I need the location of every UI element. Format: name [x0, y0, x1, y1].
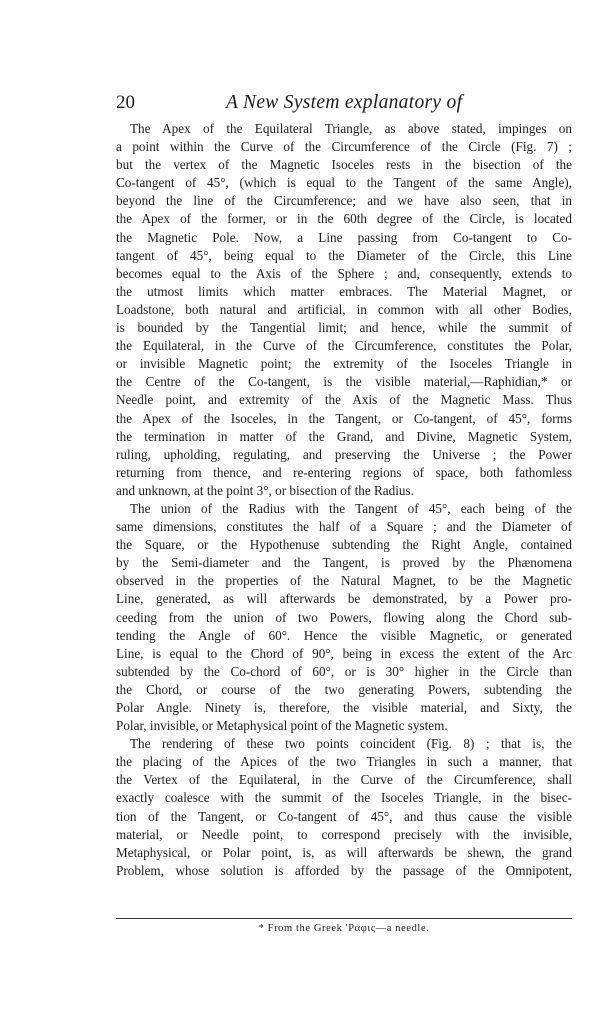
text-line: but the vertex of the Magnetic Isoceles rests in the bisection of the	[116, 157, 572, 173]
text-line: tending the Angle of 60°. Hence the visible Magnetic, or generated	[116, 627, 572, 643]
text-line: Loadstone, both natural and artificial, in common with all other Bodies,	[116, 301, 572, 317]
text-line: by the Semi-diameter and the Tangent, is proved by the Phænomena	[116, 555, 572, 571]
text-line: the Centre of the Co-tangent, is the visible material,—Raphidian,* or	[116, 374, 572, 390]
text-line: returning from thence, and re-entering regions of space, both fathomless	[116, 464, 572, 480]
text-line: tion of the Tangent, or Co-tangent of 45°, and thus cause the visible	[116, 808, 572, 824]
page-header	[116, 92, 566, 116]
text-line: Co-tangent of 45°, (which is equal to the Tangent of the same Angle),	[116, 175, 572, 191]
text-line: the Equilateral, in the Curve of the Circumference, constitutes the Polar,	[116, 338, 572, 354]
text-line: becomes equal to the Axis of the Sphere ; and, consequently, extends to	[116, 265, 572, 281]
text-line: the Apex of the former, or in the 60th degree of the Circle, is located	[116, 211, 572, 227]
text-line: beyond the line of the Circumference; and we have also seen, that in	[116, 193, 572, 209]
text-line: ceeding from the union of two Powers, flowing along the Chord sub-	[116, 609, 572, 625]
text-line: subtended by the Co-chord of 60°, or is 30° higher in the Circle than	[116, 663, 572, 679]
text-line: The union of the Radius with the Tangent of 45°, each being of the	[130, 500, 572, 516]
text-line: the Magnetic Pole. Now, a Line passing from Co-tangent to Co-	[116, 229, 572, 245]
text-line: tangent of 45°, being equal to the Diameter of the Circle, this Line	[116, 247, 572, 263]
text-line: Problem, whose solution is afforded by the passage of the Omnipotent,	[116, 862, 572, 878]
text-line: The Apex of the Equilateral Triangle, as above stated, impinges on	[130, 121, 572, 136]
text-line: Metaphysical, or Polar point, is, as will afterwards be shewn, the grand	[116, 844, 572, 860]
footnote-divider	[116, 918, 572, 919]
body-text	[116, 120, 572, 880]
text-line: exactly coalesce with the summit of the Isoceles Triangle, in the bisec-	[116, 790, 572, 806]
text-line: the placing of the Apices of the two Triangles in such a manner, that	[116, 754, 572, 770]
text-line: and unknown, at the point 3°, or bisection of the Radius.	[116, 482, 414, 498]
text-line: Polar, invisible, or Metaphysical point of the Magnetic system.	[116, 718, 448, 734]
text-line: the Chord, or course of the two generating Powers, subtending the	[116, 681, 572, 697]
text-line: the utmost limits which matter embraces. The Material Magnet, or	[116, 283, 572, 299]
text-line: or invisible Magnetic point; the extremity of the Isoceles Triangle in	[116, 356, 572, 372]
text-line: observed in the properties of the Natural Magnet, to be the Magnetic	[116, 573, 572, 589]
text-line: the termination in matter of the Grand, and Divine, Magnetic System,	[116, 428, 572, 444]
text-line: Line, is equal to the Chord of 90°, being in excess the extent of the Arc	[116, 645, 572, 661]
text-line: The rendering of these two points coincident (Fig. 8) ; that is, the	[130, 736, 572, 752]
text-line: ruling, upholding, regulating, and preserving the Universe ; the Power	[116, 446, 572, 462]
text-line: is bounded by the Tangential limit; and hence, while the summit of	[116, 320, 572, 336]
page-number: 20	[116, 92, 135, 113]
text-line: the Apex of the Isoceles, in the Tangent, or Co-tangent, of 45°, forms	[116, 410, 572, 426]
text-line: a point within the Curve of the Circumference of the Circle (Fig. 7) ;	[116, 139, 572, 155]
text-line: the Vertex of the Equilateral, in the Curve of the Circumference, shall	[116, 772, 572, 788]
text-line: Needle point, and extremity of the Axis of the Magnetic Mass. Thus	[116, 392, 572, 408]
text-line: Polar Angle. Ninety is, therefore, the visible material, and Sixty, the	[116, 700, 572, 715]
running-title: A New System explanatory of	[226, 92, 463, 113]
text-line: same dimensions, constitutes the half of a Square ; and the Diameter of	[116, 519, 572, 535]
text-line: Line, generated, as will afterwards be demonstrated, by a Power pro-	[116, 591, 572, 607]
footnote: * From the Greek 'Ραφις—a needle.	[258, 923, 430, 934]
text-line: material, or Needle point, to correspond precisely with the invisible,	[116, 826, 572, 842]
text-line: the Square, or the Hypothenuse subtending the Right Angle, contained	[116, 537, 572, 553]
